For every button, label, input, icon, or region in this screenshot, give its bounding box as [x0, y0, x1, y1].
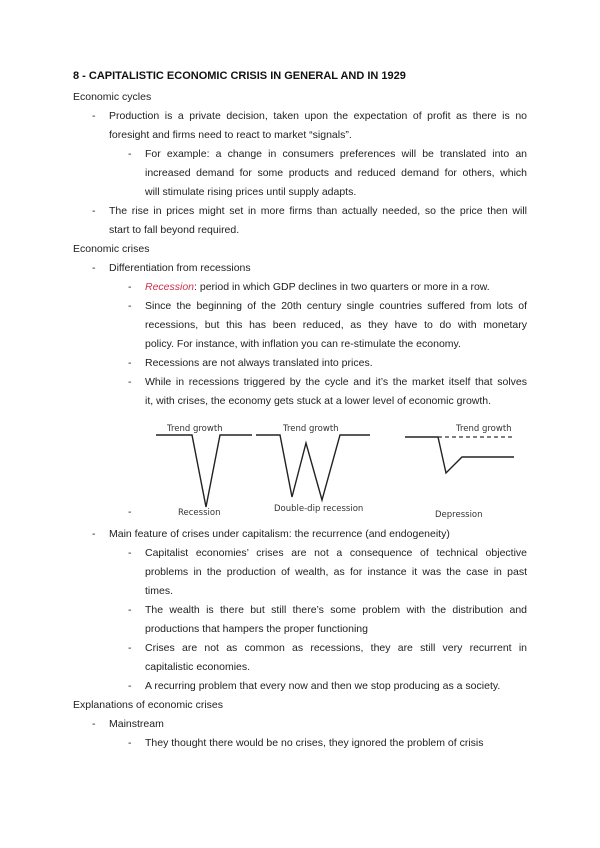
- bullet-dash: -: [128, 604, 132, 616]
- trend-growth-label: Trend growth: [167, 424, 223, 434]
- bullet-dash: -: [92, 110, 96, 122]
- list-item: Capitalist economies’ crises are not a consequence of technical objective: [145, 547, 527, 559]
- double-dip-w-line: [256, 435, 370, 500]
- page-title: 8 - CAPITALISTIC ECONOMIC CRISIS IN GENERAL AND IN 1929: [73, 70, 406, 82]
- recession-definition: : period in which GDP declines in two quarters or more in a row.: [194, 281, 490, 293]
- depression-label: Depression: [435, 510, 483, 520]
- list-item: [145, 281, 490, 294]
- list-item: Production is a private decision, taken upon the expectation of profit as there is no: [109, 110, 527, 122]
- list-item: will stimulate rising prices until supply adapts.: [145, 186, 357, 198]
- section-heading-explanations: Explanations of economic crises: [73, 699, 223, 711]
- list-item: The wealth is there but still there’s some problem with the distribution and: [145, 604, 527, 616]
- double-dip-label: Double-dip recession: [274, 504, 364, 514]
- recession-shapes-diagram: [150, 415, 530, 523]
- bullet-dash: -: [92, 528, 96, 540]
- recession-shape: [156, 424, 252, 518]
- bullet-dash: -: [128, 148, 132, 160]
- list-item: Differentiation from recessions: [109, 262, 251, 274]
- list-item: A recurring problem that every now and then we stop producing as a society.: [145, 680, 501, 692]
- bullet-dash: -: [128, 547, 132, 559]
- bullet-dash: -: [128, 300, 132, 312]
- bullet-dash: -: [128, 357, 132, 369]
- depression-line: [405, 437, 514, 473]
- depression-shape: [405, 424, 514, 520]
- list-item: Main feature of crises under capitalism: the recurrence (and endogeneity): [109, 528, 450, 540]
- list-item: Recessions are not always translated into prices.: [145, 357, 373, 369]
- list-item: While in recessions triggered by the cycle and it’s the market itself that solves: [145, 376, 527, 388]
- list-item: recessions, but this has been reduced, as they have to do with monetary: [145, 319, 527, 331]
- trend-growth-label: Trend growth: [283, 424, 339, 434]
- list-item: Since the beginning of the 20th century single countries suffered from lots of: [145, 300, 527, 312]
- bullet-dash: -: [128, 506, 132, 518]
- bullet-dash: -: [92, 205, 96, 217]
- list-item: productions that hampers the proper functioning: [145, 623, 368, 635]
- bullet-dash: -: [92, 262, 96, 274]
- recession-label: Recession: [178, 508, 221, 518]
- bullet-dash: -: [128, 376, 132, 388]
- list-item: start to fall beyond required.: [109, 224, 240, 236]
- list-item: capitalistic economies.: [145, 661, 251, 673]
- list-item: Mainstream: [109, 718, 164, 730]
- bullet-dash: -: [128, 281, 132, 293]
- bullet-dash: -: [128, 642, 132, 654]
- section-heading-economic-cycles: Economic cycles: [73, 91, 152, 103]
- list-item: Crises are not as common as recessions, they are still very recurrent in: [145, 642, 527, 654]
- list-item: times.: [145, 585, 174, 597]
- trend-growth-label: Trend growth: [456, 424, 512, 434]
- list-item: problems in the production of wealth, as for instance it was the case in past: [145, 566, 527, 578]
- list-item: They thought there would be no crises, they ignored the problem of crisis: [145, 737, 484, 749]
- list-item: policy. For instance, with inflation you can re-stimulate the economy.: [145, 338, 461, 350]
- list-item: foresight and firms need to react to market “signals”.: [109, 129, 352, 141]
- list-item: For example: a change in consumers preferences will be translated into an: [145, 148, 527, 160]
- list-item: The rise in prices might set in more firms than actually needed, so the price then will: [109, 205, 527, 217]
- double-dip-shape: [256, 424, 370, 514]
- recession-term: Recession: [145, 281, 195, 293]
- section-heading-economic-crises: Economic crises: [73, 243, 150, 255]
- recession-v-line: [156, 435, 252, 507]
- list-item: increased demand for some products and reduced demand for others, which: [145, 167, 527, 179]
- bullet-dash: -: [92, 718, 96, 730]
- bullet-dash: -: [128, 680, 132, 692]
- bullet-dash: -: [128, 737, 132, 749]
- list-item: it, with crises, the economy gets stuck at a lower level of economic growth.: [145, 395, 492, 407]
